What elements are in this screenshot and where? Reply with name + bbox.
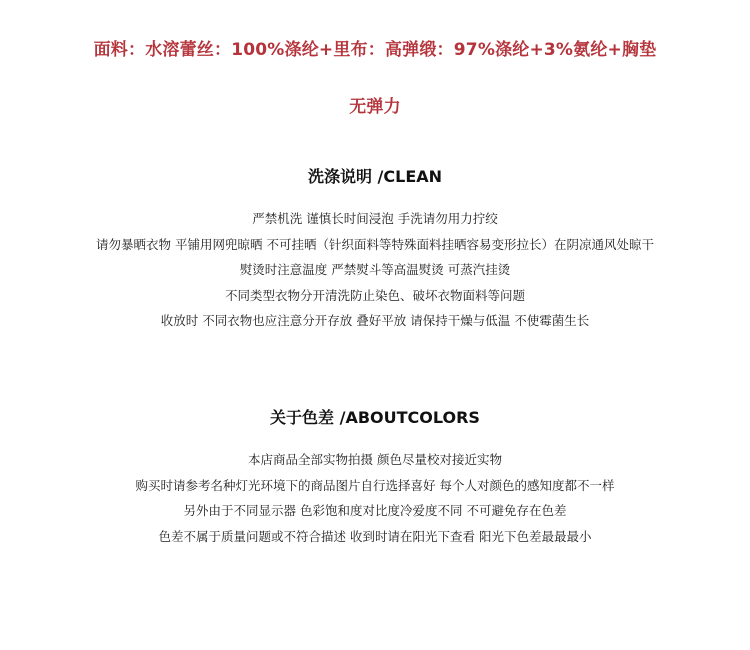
color-difference-title: 关于色差 /ABOUTCOLORS [270, 408, 480, 427]
washing-instruction-line: 请勿暴晒衣物 平铺用网兜晾晒 不可挂晒（针织面料等特殊面料挂晒容易变形拉长）在阴凉通风处晾干 [96, 236, 654, 252]
color-difference-line: 另外由于不同显示器 色彩饱和度对比度冷爱度不同 不可避免存在色差 [183, 503, 567, 518]
washing-instruction-line: 不同类型衣物分开清洗防止染色、破坏衣物面料等问题 [224, 287, 525, 303]
washing-instruction-line: 收放时 不同衣物也应注意分开存放 叠好平放 请保持干燥与低温 不使霉菌生长 [160, 313, 590, 328]
washing-instruction-line: 严禁机洗 谨慎长时间浸泡 手洗请勿用力拧绞 [252, 211, 498, 226]
washing-instruction-line: 熨烫时注意温度 严禁熨斗等高温熨烫 可蒸汽挂烫 [239, 262, 511, 277]
washing-instructions-title: 洗涤说明 /CLEAN [307, 167, 443, 186]
washing-instructions-list [0, 206, 750, 334]
fabric-elasticity-text: 无弹力 [349, 97, 401, 117]
color-difference-list [0, 447, 750, 549]
color-difference-line: 本店商品全部实物拍摄 颜色尽量校对接近实物 [248, 452, 502, 467]
color-difference-line: 色差不属于质量问题或不符合描述 收到时请在阳光下查看 阳光下色差最最最小 [158, 528, 592, 544]
fabric-composition-text: 面料：水溶蕾丝：100%涤纶+里布：高弹缎：97%涤纶+3%氨纶+胸垫 [93, 40, 657, 60]
color-difference-line: 购买时请参考名种灯光环境下的商品图片自行选择喜好 每个人对颜色的感知度都不一样 [135, 477, 615, 493]
